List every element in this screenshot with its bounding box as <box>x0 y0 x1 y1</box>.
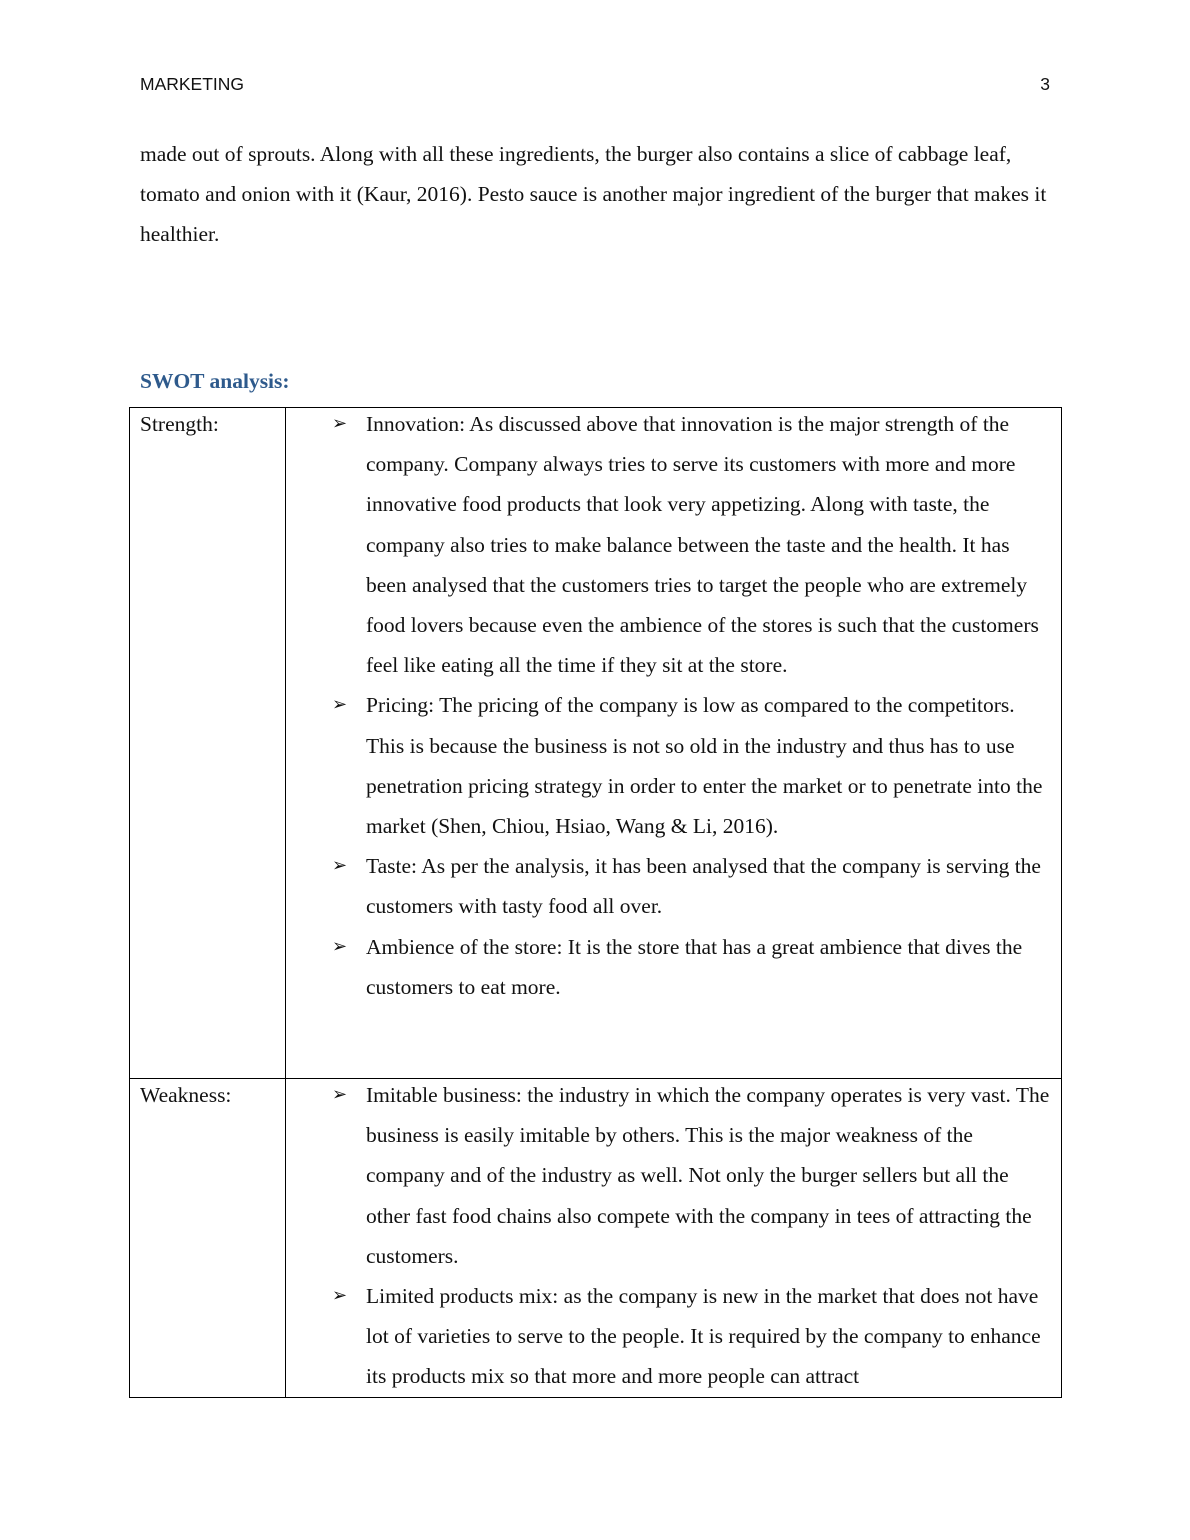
page-number: 3 <box>1040 74 1050 94</box>
intro-paragraph: made out of sprouts. Along with all these ingredients, the burger also contains a slice of cabbage leaf, tomato and onion with it (Kaur, 2016). Pesto sauce is another major ingredient of the burger that makes it healthier. <box>140 142 1047 247</box>
weakness-item-imitable <box>286 1079 1061 1277</box>
arrowhead-bullet-icon: ➢ <box>332 855 348 877</box>
running-header-title: MARKETING <box>140 74 245 94</box>
strength-item-ambience <box>286 927 1061 1007</box>
items-cell-weakness <box>286 1079 1062 1398</box>
strength-item-text: Pricing: The pricing of the company is low as compared to the competitors. This is because the business is not so old in the industry and thus has to use penetration pricing strategy in order to enter the market or to penetrate into the market (Shen, Chiou, Hsiao, Wang & Li, 2016). <box>366 693 1043 839</box>
weakness-bullet-list <box>286 1079 1061 1397</box>
swot-row-strength <box>130 408 1062 1079</box>
items-cell-strength <box>286 408 1062 1079</box>
strength-bullet-list <box>286 404 1061 1007</box>
arrowhead-bullet-icon: ➢ <box>332 694 348 716</box>
category-label-weakness: Weakness: <box>140 1083 232 1107</box>
strength-item-pricing <box>286 685 1061 846</box>
category-cell-strength <box>130 408 286 1079</box>
arrowhead-bullet-icon: ➢ <box>332 1084 348 1105</box>
category-label-strength: Strength: <box>140 412 219 436</box>
strength-item-text: Ambience of the store: It is the store that has a great ambience that dives the customers to eat more. <box>366 934 1023 999</box>
strength-item-innovation <box>286 404 1061 685</box>
strength-item-text: Taste: As per the analysis, it has been analysed that the company is serving the customers with tasty food all over. <box>366 854 1041 919</box>
swot-row-weakness <box>130 1079 1062 1398</box>
swot-heading: SWOT analysis: <box>140 369 290 393</box>
weakness-item-products-mix <box>286 1276 1061 1397</box>
arrowhead-bullet-icon: ➢ <box>332 935 348 957</box>
strength-item-text: Innovation: As discussed above that innovation is the major strength of the company. Company always tries to serve its customers with more and more innovative food products that look very appetizing. Along with taste, the company also tries to make balance between the taste and the health. It has been analysed that the customers tries to target the people who are extremely food lovers because even the ambience of the stores is such that the customers feel like eating all the time if they sit at the store. <box>366 412 1039 678</box>
swot-table <box>129 407 1062 1398</box>
running-header <box>140 72 1050 96</box>
category-cell-weakness <box>130 1079 286 1398</box>
arrowhead-bullet-icon: ➢ <box>332 1285 348 1307</box>
arrowhead-bullet-icon: ➢ <box>332 413 348 434</box>
weakness-item-text: Imitable business: the industry in which the company operates is very vast. The business is easily imitable by others. This is the major weakness of the company and of the industry as well. Not only the burger sellers but all the other fast food chains also compete with the company in tees of attracting the customers. <box>366 1083 1050 1268</box>
weakness-item-text: Limited products mix: as the company is new in the market that does not have lot of varieties to serve to the people. It is required by the company to enhance its products mix so that more and more people can attract <box>366 1284 1041 1389</box>
strength-item-taste <box>286 846 1061 926</box>
